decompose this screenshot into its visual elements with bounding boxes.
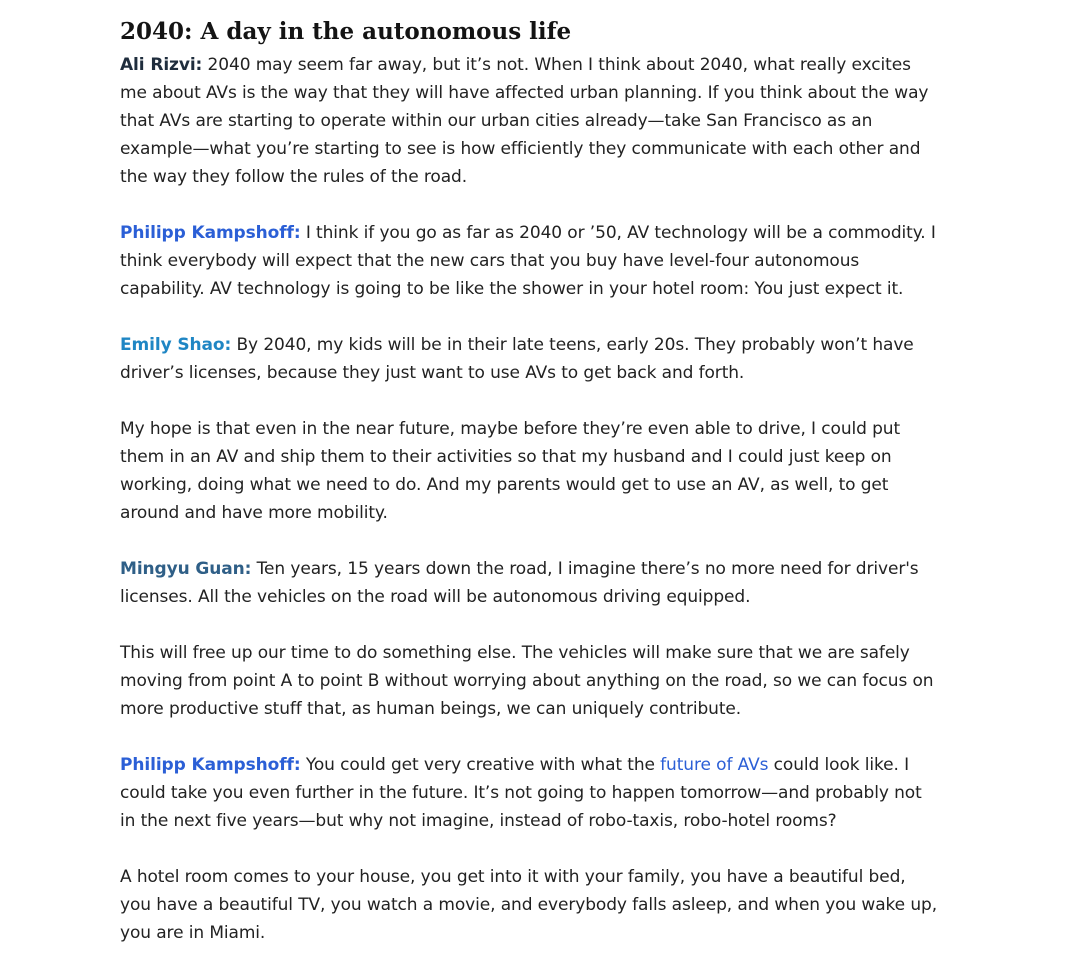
section-heading: 2040: A day in the autonomous life [120, 18, 572, 45]
paragraph-philipp-kampshoff-2-continued [120, 863, 940, 947]
paragraph-text: A hotel room comes to your house, you get into it with your family, you have a beautiful bed, you have a beautiful TV, you watch a movie, and everybody falls asleep, and when you wake up, you are in Miami. [120, 867, 938, 943]
paragraph-emily-shao [120, 331, 940, 387]
paragraph-text: 2040 may seem far away, but it’s not. When I think about 2040, what really excites me about AVs is the way that they will have affected urban planning. If you think about the way that AVs are starting to operate within our urban cities already—take San Francisco as an example—what you’re starting to see is how efficiently they communicate with each other and the way they follow the rules of the road. [120, 55, 929, 187]
paragraph-emily-shao-continued [120, 415, 940, 527]
speaker-name: Mingyu Guan: [120, 559, 252, 579]
paragraph-text: My hope is that even in the near future, maybe before they’re even able to drive, I could put them in an AV and ship them to their activities so that my husband and I could just keep on working, doing what we need to do. And my parents would get to use an AV, as well, to get around and have more mobility. [120, 419, 901, 523]
speaker-name: Emily Shao: [120, 335, 232, 355]
speaker-name: Philipp Kampshoff: [120, 755, 301, 775]
speaker-name: Ali Rizvi: [120, 55, 203, 75]
paragraph-mingyu-guan-continued [120, 639, 940, 723]
paragraph-text: could look like. I could take you even further in the future. It’s not going to happen tomorrow—and probably not in the next five years—but why not imagine, instead of robo-taxis, robo-hotel rooms? [120, 755, 922, 831]
paragraph-text: This will free up our time to do something else. The vehicles will make sure that we are safely moving from point A to point B without worrying about anything on the road, so we can focus on more productive stuff that, as human beings, we can uniquely contribute. [120, 643, 934, 719]
paragraph-text: I think if you go as far as 2040 or ’50, AV technology will be a commodity. I think everybody will expect that the new cars that you buy have level-four autonomous capability. AV technology is going to be like the shower in your hotel room: You just expect it. [120, 223, 936, 299]
speaker-name: Philipp Kampshoff: [120, 223, 301, 243]
paragraph-philipp-kampshoff [120, 219, 940, 303]
paragraph-ali-rizvi [120, 51, 940, 191]
paragraph-text: By 2040, my kids will be in their late teens, early 20s. They probably won’t have driver’s licenses, because they just want to use AVs to get back and forth. [120, 335, 914, 383]
paragraph-text: You could get very creative with what the [300, 755, 661, 775]
paragraph-philipp-kampshoff-2 [120, 751, 940, 835]
article-section [120, 14, 940, 975]
future-of-avs-link[interactable]: future of AVs [660, 755, 769, 775]
paragraph-mingyu-guan [120, 555, 940, 611]
paragraph-text: Ten years, 15 years down the road, I imagine there’s no more need for driver's licenses. All the vehicles on the road will be autonomous driving equipped. [120, 559, 919, 607]
